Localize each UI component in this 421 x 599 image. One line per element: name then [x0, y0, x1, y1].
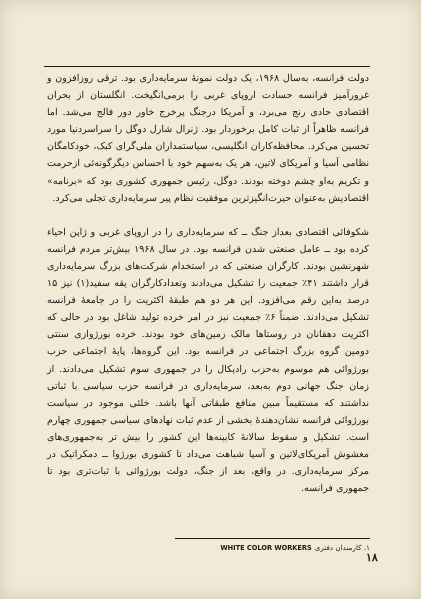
- body-text: [47, 70, 369, 497]
- footnote-english-term: WHITE COLOR WORKERS: [220, 544, 312, 552]
- header-rule: [44, 66, 370, 67]
- footnote-label: ۱. کارمندان دفتری: [314, 543, 370, 552]
- footnote: [175, 543, 370, 553]
- footnote-rule: [175, 538, 370, 539]
- paragraph-2: شکوفائی اقتصادی بعداز جنگ ــ که سرمایه‌داری را در اروپای غربی و ژاپن احیاء کرده بود ــ عامل صنعتی شدن فرانسه بود. در سال ۱۹۶۸ بیش‌تر مردم فرانسه شهرنشین بودند. کارگران صنعتی که در استخدام شرکت‌های بزرگ سرمایه‌داری قرار داشتند ۴۱٪ جمعیت را تشکیل می‌دادند وتعدادکارگران یقه سفید(۱) نیز ۱۵ درصد به‌این رقم می‌افزود. این هر دو هم طبقهٔ اکثریت را در جامعهٔ فرانسه تشکیل می‌دادند. ضمناً ۶٪ جمعیت نیز در امر خرده تولید شاغل بود در حالی که اکثریت دهقانان در روستاها مالک زمین‌های خود بودند. خرده بورژوازی سنتی دومین گروه بزرگ اجتماعی در فرانسه بود. این گروه‌ها، پایهٔ اجتماعی حزب بورژوائی هم موسوم به‌حزب رادیکال را در جمهوری سوم تشکیل می‌دادند. از زمان جنگ جهانی دوم به‌بعد، سرمایه‌داری در فرانسه حزب سیاسی با ثباتی نداشتند که مستقیماً مبین منافع طبقاتی آنها باشد. خلئی موجود در سیاست بورژوائی فرانسه نشان‌دهندهٔ بخشی از عدم ثبات نهادهای سیاسی جمهوری چهارم است. تشکیل و سقوط سالانهٔ کابینه‌ها این کشور را بیش تر به‌جمهوری‌های مغشوش آمریکای‌لاتین و آسیا شباهت می‌داد تا کشوری بورژوا ــ دمکراتیک در مرکز سرمایه‌داری. در واقع، بعد از جنگ، دولت بورژوائی با ثبات‌تری بود تا جمهوری فرانسه.: [47, 226, 369, 495]
- paragraph-1: دولت فرانسه، به‌سال ۱۹۶۸، یک دولت نمونهٔ سرمایه‌داری بود. ترقی روزافزون و غرورآمیز فرانسه حسادت اروپای غربی را برمی‌انگیخت. انگلستان از بحران اقتصادی حادی رنج می‌برد، و آمریکا درجنگ پرخرج خاور دور فالج می‌شد. اما فرانسه ظاهراً از ثبات کامل برخوردار بود. ژنرال شارل دوگل را سراسردنیا مورد تحسین می‌کرد. محافظه‌کاران انگلیسی، سیاستمداران ملی‌گرای کبک، خودکامگان نظامی آسیا و آمریکای لاتین، هر یک به‌سهم خود با احساس دیگرگونه‌ئی ازحرمت و تکریم به‌او چشم دوخته بودند. دوگل، رئیس جمهوری کشوری بود که «برنامه» اقتصادیش به‌عنوان حیرت‌انگیزترین موفقیت نظام پیر سرمایه‌داری تجلی می‌کرد.: [47, 73, 369, 204]
- page-number: ۱۸: [366, 551, 378, 564]
